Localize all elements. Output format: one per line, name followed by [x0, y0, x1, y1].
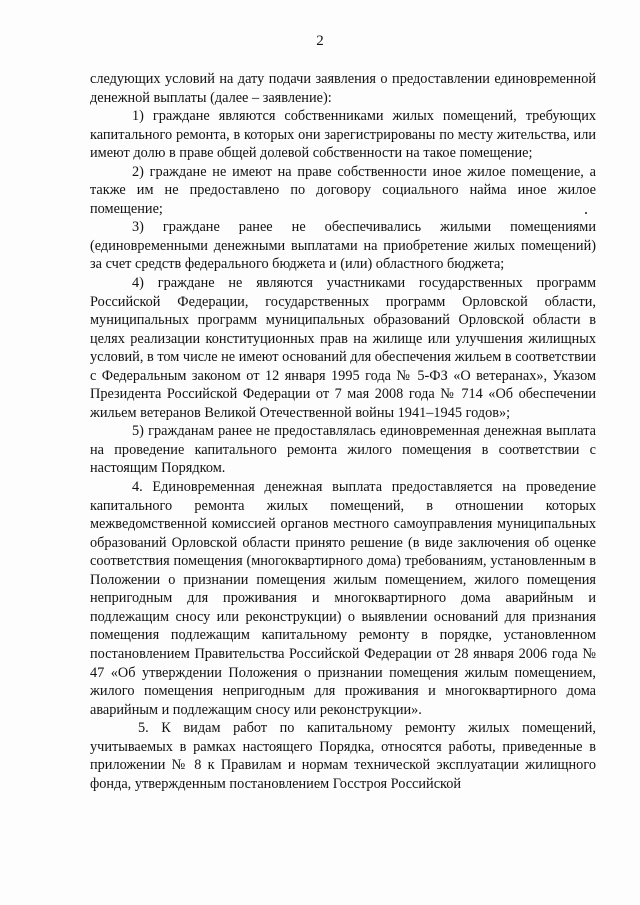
paragraph-condition-2: 2) граждане не имеют на праве собственности иное жилое помещение, а также им не предоставлено по договору социального найма иное жилое помещение;	[90, 163, 596, 217]
scan-speck	[585, 212, 587, 214]
document-body	[90, 70, 596, 793]
paragraph-condition-4: 4) граждане не являются участниками государственных программ Российской Федерации, государственных программ Орловской области, муниципальных программ муниципальных образований Орловской области в целях реализации конституционных прав на жилище или улучшения жилищных условий, в том числе не имеют оснований для обеспечения жильем в соответствии с Федеральным законом от 12 января 1995 года № 5-ФЗ «О ветеранах», Указом Президента Российской Федерации от 7 мая 2008 года № 714 «Об обеспечении жильем ветеранов Великой Отечественной войны 1941–1945 годов»;	[90, 275, 596, 421]
paragraph-condition-5: 5) гражданам ранее не предоставлялась единовременная денежная выплата на проведение капитального ремонта жилого помещения в соответствии с настоящим Порядком.	[90, 423, 596, 477]
paragraph-condition-1: 1) граждане являются собственниками жилых помещений, требующих капитального ремонта, в которых они зарегистрированы по месту жительства, или имеют долю в праве общей долевой собственности на такое помещение;	[90, 108, 596, 162]
paragraph-condition-3: 3) граждане ранее не обеспечивались жилыми помещениями (единовременными денежными выплатами на приобретение жилых помещений) за счет средств федерального бюджета и (или) областного бюджета;	[90, 219, 596, 273]
paragraph-intro-continuation: следующих условий на дату подачи заявления о предоставлении единовременной денежной выплаты (далее – заявление):	[90, 71, 596, 106]
paragraph-section-4: 4. Единовременная денежная выплата предоставляется на проведение капитального ремонта жилых помещений, в отношении которых межведомственной комиссией органов местного самоуправления муниципальных образований Орловской области принято решение (в виде заключения об оценке соответствия помещения (многоквартирного дома) требованиям, установленным в Положении о признании помещения жилым помещением, жилого помещения непригодным для проживания и многоквартирного дома аварийным и подлежащим сносу или реконструкции) о выявлении оснований для признания помещения подлежащим капитальному ремонту в порядке, установленном постановлением Правительства Российской Федерации от 28 января 2006 года № 47 «Об утверждении Положения о признании помещения жилым помещением, жилого помещения непригодным для проживания и многоквартирного дома аварийным и подлежащим сносу или реконструкции».	[90, 479, 596, 718]
paragraph-section-5: 5. К видам работ по капитальному ремонту жилых помещений, учитываемых в рамках настоящего Порядка, относятся работы, приведенные в приложении № 8 к Правилам и нормам технической эксплуатации жилищного фонда, утвержденным постановлением Госстроя Российской	[90, 720, 596, 792]
page-number: 2	[316, 33, 324, 49]
